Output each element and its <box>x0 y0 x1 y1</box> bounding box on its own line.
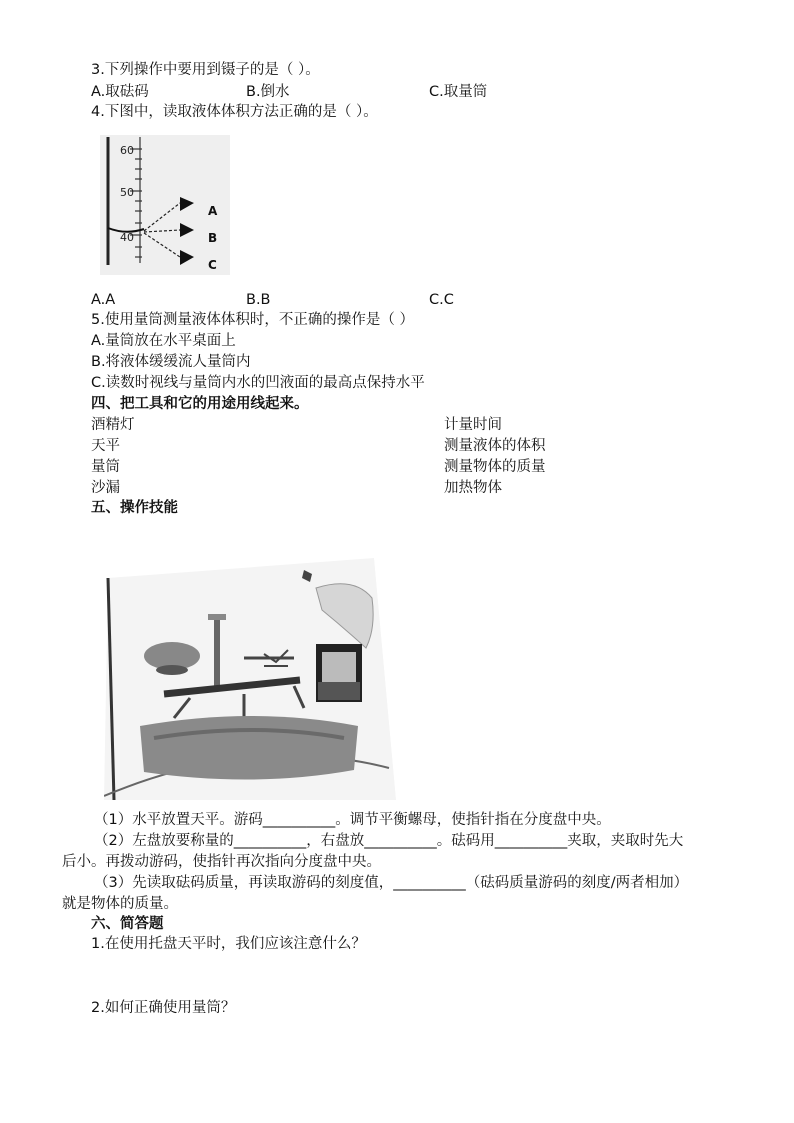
match-left-item: 量筒 <box>91 459 120 475</box>
skill-paragraph-3: （3）先读取砝码质量，再读取游码的刻度值，__________（砝码质量游码的刻度/两者相加） <box>94 875 689 891</box>
eye-label-b: B <box>208 231 218 245</box>
balance-base <box>140 716 358 780</box>
skill-paragraph-3-cont: 就是物体的质量。 <box>62 896 178 912</box>
skill-paragraph-2-cont: 后小。再拨动游码，使指针再次指向分度盘中央。 <box>62 854 381 870</box>
measuring-cylinder-reading-figure <box>100 135 230 275</box>
match-left-item: 酒精灯 <box>91 417 135 433</box>
q4-option-c: C.C <box>429 292 454 308</box>
match-left-item: 沙漏 <box>91 480 120 496</box>
section-5-title: 五、操作技能 <box>91 500 178 516</box>
tick-label-60: 60 <box>120 144 134 157</box>
q3-option-c: C.取量筒 <box>429 84 488 100</box>
q5-stem: 5.使用量筒测量液体体积时，不正确的操作是（ ） <box>91 312 414 328</box>
match-right-item: 计量时间 <box>444 417 502 433</box>
match-right-item: 加热物体 <box>444 480 502 496</box>
match-right-item: 测量液体的体积 <box>444 438 546 454</box>
section-4-title: 四、把工具和它的用途用线起来。 <box>91 396 309 412</box>
q4-option-a: A.A <box>91 292 116 308</box>
q5-option-a: A.量筒放在水平桌面上 <box>91 333 236 349</box>
q5-option-c: C.读数时视线与量筒内水的凹液面的最高点保持水平 <box>91 375 425 391</box>
skill-paragraph-1: （1）水平放置天平。游码__________。调节平衡螺母，使指针指在分度盘中央。 <box>94 812 611 828</box>
tick-label-40: 40 <box>120 231 134 244</box>
short-answer-q1: 1.在使用托盘天平时，我们应该注意什么？ <box>91 936 366 952</box>
q3-option-a: A.取砝码 <box>91 84 149 100</box>
q4-option-b: B.B <box>246 292 271 308</box>
q3-stem: 3.下列操作中要用到镊子的是（ ）。 <box>91 62 320 78</box>
match-left-item: 天平 <box>91 438 120 454</box>
tray-balance-photo <box>104 558 396 800</box>
eye-label-a: A <box>208 204 218 218</box>
q4-stem: 4.下图中，读取液体体积方法正确的是（ ）。 <box>91 104 378 120</box>
tick-label-50: 50 <box>120 186 134 199</box>
eye-label-c: C <box>208 258 217 272</box>
q3-option-b: B.倒水 <box>246 84 290 100</box>
match-right-item: 测量物体的质量 <box>444 459 546 475</box>
skill-paragraph-2: （2）左盘放要称量的__________，右盘放__________。砝码用__________夹取，夹取时先大 <box>94 833 684 849</box>
q5-option-b: B.将液体缓缓流人量筒内 <box>91 354 251 370</box>
short-answer-q2: 2.如何正确使用量筒？ <box>91 1000 236 1016</box>
section-6-title: 六、简答题 <box>91 916 164 932</box>
